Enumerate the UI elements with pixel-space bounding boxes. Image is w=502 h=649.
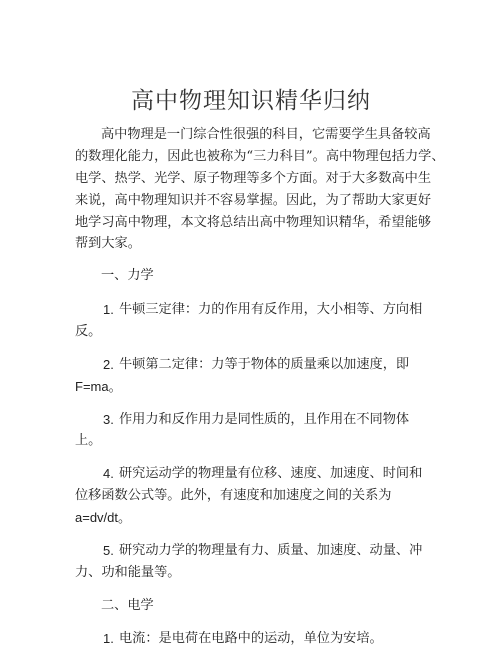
- list-item-3-line-2: 上。: [75, 433, 102, 448]
- intro-line-1: 高中物理是一门综合性很强的科目，它需要学生具备较高: [101, 127, 431, 142]
- list-item-2-line-2: F=ma。: [75, 379, 122, 394]
- list-item-2-number: 2.: [103, 357, 114, 372]
- intro-line-6: 帮到大家。: [75, 236, 141, 251]
- intro-line-2: 的数理化能力，因此也被称为“三力科目”。高中物理包括力学、: [75, 149, 445, 164]
- list-item-5-number: 5.: [103, 543, 114, 558]
- intro-line-4: 来说，高中物理知识并不容易掌握。因此，为了帮助大家更好: [75, 193, 432, 208]
- list-item-1-number: 1.: [103, 302, 114, 317]
- list-item-3-line-1: 作用力和反作用力是同性质的，且作用在不同物体: [119, 412, 410, 427]
- list-item-4-line-2: 位移函数公式等。此外，有速度和加速度之间的关系为: [75, 488, 392, 503]
- list-item-3-number: 3.: [103, 412, 114, 427]
- list-item-4-line-3: a=dv/dt。: [75, 510, 132, 525]
- list-item-1-line-2: 反。: [75, 324, 102, 339]
- list-item-1-line-1: 牛顿三定律：力的作用有反作用，大小相等、方向相: [119, 302, 423, 317]
- list-item-6-line-1: 电流：是电荷在电路中的运动，单位为安培。: [119, 631, 383, 646]
- section-heading-electricity: 二、电学: [101, 598, 154, 613]
- list-item-5-line-2: 力、功和能量等。: [75, 565, 181, 580]
- list-item-5-line-1: 研究动力学的物理量有力、质量、加速度、动量、冲: [119, 543, 423, 558]
- intro-line-3: 电学、热学、光学、原子物理等多个方面。对于大多数高中生: [75, 171, 432, 186]
- list-item-4-line-1: 研究运动学的物理量有位移、速度、加速度、时间和: [119, 466, 423, 481]
- intro-line-5: 地学习高中物理，本文将总结出高中物理知识精华，希望能够: [75, 215, 432, 230]
- document-title: 高中物理知识精华归纳: [131, 88, 371, 114]
- section-heading-mechanics: 一、力学: [101, 268, 154, 283]
- list-item-6-number: 1.: [103, 631, 114, 646]
- list-item-4-number: 4.: [103, 466, 114, 481]
- list-item-2-line-1: 牛顿第二定律：力等于物体的质量乘以加速度，即: [119, 357, 410, 372]
